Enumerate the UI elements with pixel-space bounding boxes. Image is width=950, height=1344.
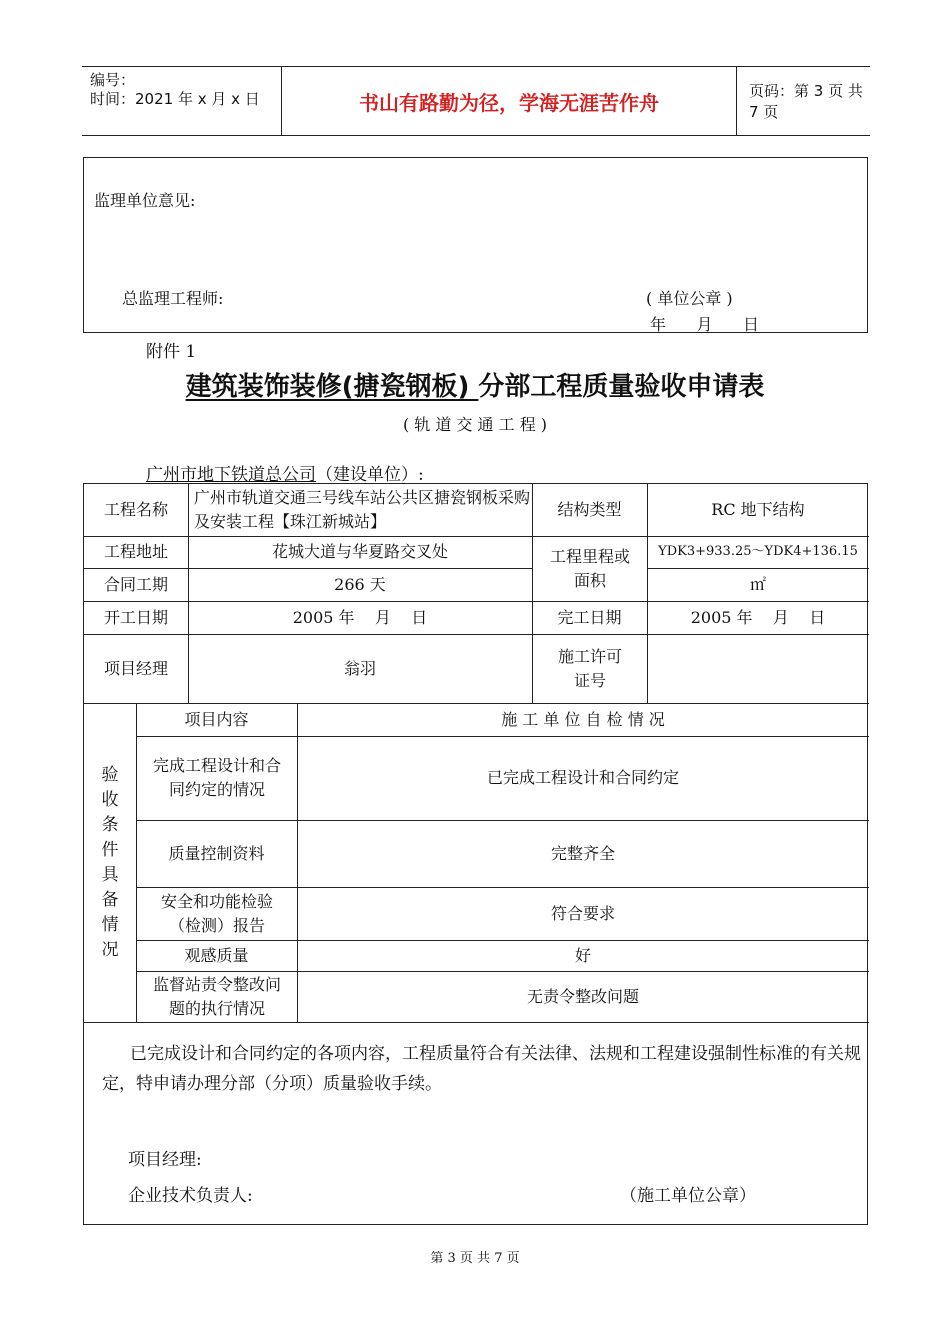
form-subtitle: ( 轨 道 交 通 工 程 ) — [402, 415, 548, 434]
form-title-underlined: 建筑装饰装修(搪瓷钢板) — [185, 372, 479, 402]
permit-value — [647, 634, 869, 703]
condition-check: 符合要求 — [550, 903, 615, 923]
signature-tech-label: 企业技术负责人: — [128, 1186, 253, 1206]
start-date-value: 2005 年 月 日 — [292, 607, 428, 627]
col-check-header: 施 工 单 位 自 检 情 况 — [501, 709, 665, 729]
col-item-header: 项目内容 — [184, 709, 249, 729]
attachment-label: 附件 1 — [146, 342, 197, 362]
page-header — [82, 66, 870, 136]
project-name-label: 工程名称 — [103, 500, 168, 519]
condition-item: 完成工程设计和合同约定的情况 — [152, 756, 281, 799]
end-date-label: 完工日期 — [557, 607, 622, 627]
condition-check: 无责令整改问题 — [526, 986, 639, 1006]
area-unit: ㎡ — [749, 574, 766, 594]
page-label: 页码：第 3 页 共 7 页 — [749, 82, 863, 121]
condition-check: 好 — [574, 945, 591, 965]
time-label: 时间：2021 年 x 月 x 日 — [90, 90, 260, 108]
form-title-rest: 分部工程质量验收申请表 — [478, 372, 765, 402]
motto: 书山有路勤为径，学海无涯苦作舟 — [282, 67, 737, 135]
page-footer: 第 3 页 共 7 页 — [430, 1251, 520, 1266]
start-date-label: 开工日期 — [103, 607, 168, 627]
condition-check: 已完成工程设计和合同约定 — [486, 768, 679, 787]
form-title — [0, 366, 950, 403]
structure-type-label: 结构类型 — [557, 500, 622, 519]
header-meta — [82, 67, 282, 135]
construction-seal-label: （施工单位公章） — [620, 1186, 756, 1206]
contract-period-value: 266 天 — [334, 574, 386, 594]
mileage-value: YDK3+933.25～YDK4+136.15 — [658, 544, 858, 559]
address-value: 花城大道与华夏路交叉处 — [271, 542, 448, 561]
addressee-suffix: （建设单位）: — [316, 465, 424, 485]
project-manager-value: 翁羽 — [343, 658, 376, 678]
unit-seal-label: ( 单位公章 ) — [646, 289, 733, 308]
opinion-label: 监理单位意见: — [94, 191, 196, 210]
signature-manager-label: 项目经理: — [128, 1150, 202, 1170]
condition-item: 监督站责令整改问题的执行情况 — [152, 974, 281, 1018]
address-label: 工程地址 — [103, 542, 168, 561]
condition-item: 安全和功能检验（检测）报告 — [160, 891, 273, 935]
contract-period-label: 合同工期 — [103, 574, 168, 594]
condition-check: 完整齐全 — [550, 843, 615, 863]
condition-item: 观感质量 — [184, 945, 249, 965]
number-label: 编号： — [90, 71, 136, 89]
addressee-name: 广州市地下铁道总公司 — [146, 465, 316, 485]
end-date-value: 2005 年 月 日 — [690, 607, 826, 627]
application-statement: 已完成设计和合同约定的各项内容，工程质量符合有关法律、法规和工程建设强制性标准的有关规定，特申请办理分部（分项）质量验收手续。 — [102, 1044, 861, 1094]
conditions-side-label: 验收条件具备情况 — [101, 765, 119, 960]
mileage-label: 工程里程或面积 — [549, 546, 630, 590]
project-manager-label: 项目经理 — [103, 658, 168, 678]
addressee — [146, 460, 424, 485]
chief-engineer-label: 总监理工程师: — [122, 289, 224, 308]
condition-item: 质量控制资料 — [168, 843, 265, 863]
project-name-value: 广州市轨道交通三号线车站公共区搪瓷钢板采购及安装工程【珠江新城站】 — [194, 488, 531, 531]
supervision-box — [83, 157, 868, 333]
acceptance-table — [83, 483, 868, 1225]
date-label: 年 月 日 — [650, 315, 760, 334]
permit-label: 施工许可证号 — [557, 646, 622, 690]
structure-type-value: RC 地下结构 — [711, 500, 805, 519]
